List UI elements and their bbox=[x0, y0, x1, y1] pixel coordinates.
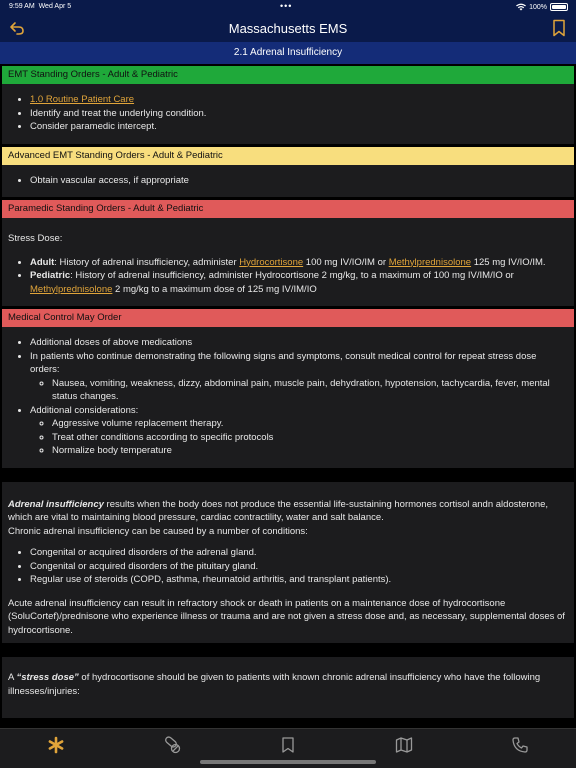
medical-control-header: Medical Control May Order bbox=[2, 309, 574, 327]
status-bar bbox=[0, 0, 576, 14]
aemt-section bbox=[2, 147, 574, 198]
wifi-icon bbox=[516, 3, 526, 11]
list-item: • Congenital or acquired disorders of the adrenal gland. bbox=[30, 546, 568, 560]
list-item: • Additional doses of above medications bbox=[30, 336, 568, 350]
info-section bbox=[2, 482, 574, 644]
battery-icon bbox=[550, 3, 568, 11]
emt-section bbox=[2, 66, 574, 144]
list-item: ◦ Treat other conditions according to specific protocols bbox=[52, 431, 568, 445]
map-icon[interactable] bbox=[395, 736, 413, 754]
list-item: • Congenital or acquired disorders of the pituitary gland. bbox=[30, 560, 568, 574]
methylprednisolone-link[interactable]: Methylprednisolone bbox=[30, 283, 113, 295]
paramedic-section bbox=[2, 200, 574, 306]
list-item: • Consider paramedic intercept. bbox=[30, 120, 568, 134]
list-item: • Identify and treat the underlying condition. bbox=[30, 107, 568, 121]
aemt-section-header: Advanced EMT Standing Orders - Adult & Pediatric bbox=[2, 147, 574, 165]
list-item bbox=[30, 93, 568, 107]
navigation-bar bbox=[0, 14, 576, 42]
bookmark-icon[interactable] bbox=[552, 19, 566, 37]
battery-percent: 100% bbox=[529, 3, 547, 11]
protocol-content[interactable] bbox=[0, 64, 576, 728]
list-item: • Obtain vascular access, if appropriate bbox=[30, 174, 568, 188]
list-item: • Pediatric: History of adrenal insufficiency, administer Hydrocortisone 2 mg/kg, to a maximum of 100 mg IV/IM/IO or Methylprednisolone 2 mg/kg to a maximum dose of 125 mg IV/IM/IO bbox=[30, 269, 568, 296]
methylprednisolone-link[interactable]: Methylprednisolone bbox=[388, 256, 472, 268]
routine-patient-care-link[interactable]: 1.0 Routine Patient Care bbox=[30, 94, 135, 105]
list-item: • Regular use of steroids (COPD, asthma, rheumatoid arthritis, and transplant patients). bbox=[30, 573, 568, 587]
list-item: • Adult: History of adrenal insufficiency, administer Hydrocortisone 100 mg IV/IO/IM or Methylprednisolone 125 mg IV/IO/IM. bbox=[30, 256, 568, 270]
status-time: 9:59 AM Wed Apr 5 bbox=[9, 3, 72, 10]
list-item: ◦ Nausea, vomiting, weakness, dizzy, abdominal pain, muscle pain, dehydration, hypotension, tachycardia, fever, mental status changes. bbox=[52, 377, 568, 404]
page-title: Massachusetts EMS bbox=[228, 21, 348, 36]
multitask-dots-icon[interactable]: ••• bbox=[280, 1, 293, 11]
phone-icon[interactable] bbox=[511, 736, 529, 754]
pills-icon[interactable] bbox=[163, 736, 181, 754]
emt-section-header: EMT Standing Orders - Adult & Pediatric bbox=[2, 66, 574, 84]
list-item: ◦ Normalize body temperature bbox=[52, 444, 568, 458]
stress-dose-paragraph: A “stress dose” of hydrocortisone should be given to patients with known chronic adrenal insufficiency who have the following illnesses/injuries: bbox=[8, 672, 541, 697]
info-paragraph: Chronic adrenal insufficiency can be caused by a number of conditions: bbox=[8, 525, 308, 537]
info-paragraph: Adrenal insufficiency results when the body does not produce the essential life-sustaining hormones cortisol andn aldosterone, which are vital to maintaining blood pressure, cardiac contractility, water and salt balance. bbox=[8, 498, 549, 523]
info-paragraph: Acute adrenal insufficiency can result in refractory shock or death in patients on a maintenance dose of hydrocortisone (SoluCortef)/prednisone who experience illness or trauma and are not given a stress dose and, as necessary, supplemental doses of hydrocortisone. bbox=[8, 597, 565, 636]
paramedic-section-header: Paramedic Standing Orders - Adult & Pediatric bbox=[2, 200, 574, 218]
bookmark-icon[interactable] bbox=[279, 736, 297, 754]
asterisk-icon[interactable] bbox=[47, 736, 65, 754]
medical-control-section bbox=[2, 309, 574, 468]
protocol-title: 2.1 Adrenal Insufficiency bbox=[0, 42, 576, 64]
stress-dose-label: Stress Dose: bbox=[8, 233, 63, 244]
home-indicator[interactable] bbox=[200, 760, 376, 764]
stress-dose-section bbox=[2, 657, 574, 718]
list-item: ◦ Aggressive volume replacement therapy. bbox=[52, 417, 568, 431]
list-item: • Additional considerations: ◦ Aggressive volume replacement therapy. ◦ Treat other conditions according to specific protocols ◦ Normalize body temperature bbox=[30, 404, 568, 458]
hydrocortisone-link[interactable]: Hydrocortisone bbox=[239, 256, 304, 268]
list-item: • In patients who continue demonstrating the following signs and symptoms, consult medical control for repeat stress dose orders: ◦ Nausea, vomiting, weakness, dizzy, abdominal pain, muscle pain, dehydration, hypotension, tachycardia, fever, mental status changes. bbox=[30, 350, 568, 404]
